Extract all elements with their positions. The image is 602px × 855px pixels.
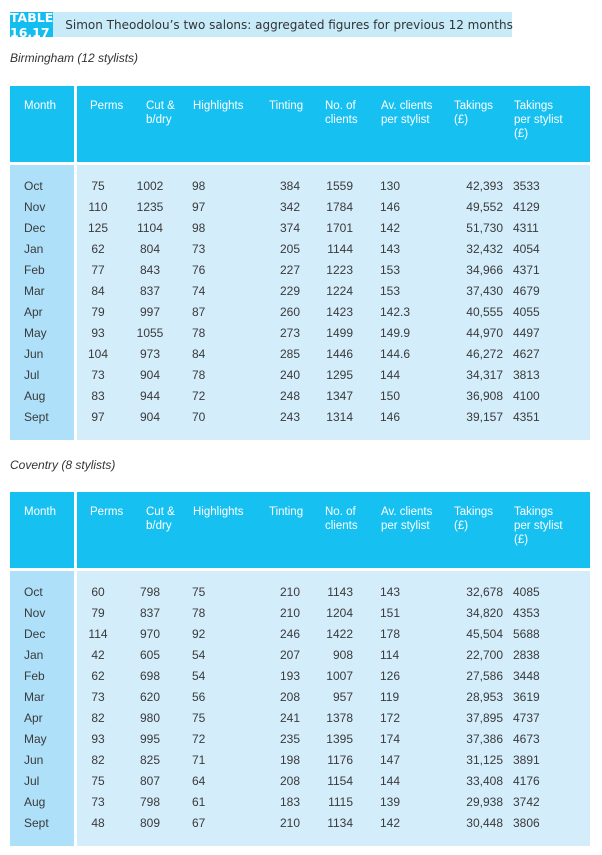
- column-header-highlights: Highlights: [193, 506, 244, 518]
- cell-no-of-clients: 1143: [327, 585, 353, 599]
- cell-perms: 82: [91, 711, 105, 725]
- birmingham-subtitle: Birmingham (12 stylists): [10, 51, 139, 65]
- table-row: [10, 624, 590, 645]
- cell-takings: 34,820: [466, 606, 503, 620]
- cell-takings-per-stylist: 4129: [513, 200, 540, 214]
- cell-av-clients-per-stylist: 142.3: [380, 305, 411, 319]
- cell-takings-per-stylist: 3891: [513, 753, 540, 767]
- cell-perms: 97: [91, 410, 105, 424]
- column-header-highlights: Highlights: [193, 100, 244, 112]
- cell-no-of-clients: 1176: [327, 753, 353, 767]
- table-row: [10, 302, 590, 323]
- cell-perms: 73: [91, 690, 105, 704]
- cell-highlights: 61: [192, 795, 206, 809]
- cell-month: Jan: [24, 648, 44, 662]
- table-caption-banner: [10, 9, 513, 40]
- cell-av-clients-per-stylist: 139: [380, 795, 401, 809]
- cell-av-clients-per-stylist: 150: [380, 389, 401, 403]
- cell-highlights: 54: [192, 648, 206, 662]
- cell-month: Jul: [24, 368, 40, 382]
- cell-tinting: 210: [279, 585, 300, 599]
- cell-perms: 77: [91, 263, 105, 277]
- cell-av-clients-per-stylist: 143: [380, 242, 401, 256]
- cell-tinting: 208: [279, 774, 300, 788]
- cell-highlights: 72: [192, 732, 206, 746]
- cell-av-clients-per-stylist: 144.6: [380, 347, 411, 361]
- cell-no-of-clients: 1154: [327, 774, 353, 788]
- cell-highlights: 84: [192, 347, 206, 361]
- cell-month: Nov: [24, 606, 46, 620]
- cell-cut-blowdry: 620: [139, 690, 161, 704]
- cell-month: Nov: [24, 200, 46, 214]
- cell-takings-per-stylist: 4627: [513, 347, 540, 361]
- cell-tinting: 207: [279, 648, 300, 662]
- cell-takings: 36,908: [466, 389, 503, 403]
- cell-month: Apr: [24, 711, 43, 725]
- cell-tinting: 273: [279, 326, 300, 340]
- cell-takings: 28,953: [466, 690, 503, 704]
- cell-month: Sept: [24, 410, 49, 424]
- cell-highlights: 78: [192, 326, 206, 340]
- table-row: [10, 729, 590, 750]
- cell-highlights: 71: [192, 753, 206, 767]
- cell-highlights: 97: [192, 200, 206, 214]
- cell-no-of-clients: 1134: [327, 816, 353, 830]
- cell-av-clients-per-stylist: 142: [380, 221, 401, 235]
- cell-highlights: 73: [192, 242, 206, 256]
- cell-no-of-clients: 1423: [326, 305, 353, 319]
- cell-cut-blowdry: 798: [139, 795, 161, 809]
- table-row: [10, 323, 590, 344]
- cell-perms: 42: [91, 648, 105, 662]
- cell-perms: 62: [91, 242, 105, 256]
- cell-month: Feb: [24, 263, 45, 277]
- cell-month: Aug: [24, 389, 46, 403]
- cell-cut-blowdry: 798: [139, 585, 161, 599]
- cell-takings-per-stylist: 2838: [513, 648, 540, 662]
- cell-perms: 104: [87, 347, 109, 361]
- cell-highlights: 64: [192, 774, 206, 788]
- cell-highlights: 78: [192, 606, 206, 620]
- table-row: [10, 260, 590, 281]
- column-header-perms: Perms: [90, 506, 124, 518]
- cell-cut-blowdry: 605: [139, 648, 161, 662]
- table-body: [10, 165, 590, 440]
- cell-tinting: 208: [279, 690, 300, 704]
- table-row: [10, 176, 590, 197]
- cell-takings: 33,408: [466, 774, 503, 788]
- cell-tinting: 248: [279, 389, 300, 403]
- cell-takings-per-stylist: 4679: [513, 284, 540, 298]
- table-row: [10, 645, 590, 666]
- cell-no-of-clients: 1223: [326, 263, 353, 277]
- cell-takings: 30,448: [466, 816, 503, 830]
- cell-tinting: 229: [279, 284, 300, 298]
- cell-month: Feb: [24, 669, 45, 683]
- cell-tinting: 210: [279, 816, 300, 830]
- cell-av-clients-per-stylist: 119: [380, 690, 400, 704]
- cell-takings: 32,432: [466, 242, 503, 256]
- table-row: [10, 365, 590, 386]
- cell-no-of-clients: 1295: [326, 368, 353, 382]
- cell-av-clients-per-stylist: 130: [380, 179, 401, 193]
- cell-cut-blowdry: 980: [139, 711, 161, 725]
- cell-no-of-clients: 1395: [326, 732, 353, 746]
- column-header-takings: Takings (£): [454, 100, 493, 126]
- cell-av-clients-per-stylist: 153: [380, 284, 401, 298]
- cell-cut-blowdry: 825: [139, 753, 161, 767]
- cell-highlights: 78: [192, 368, 206, 382]
- cell-takings: 39,157: [466, 410, 503, 424]
- coventry-table: [10, 492, 590, 846]
- cell-no-of-clients: 1314: [326, 410, 353, 424]
- cell-cut-blowdry: 698: [139, 669, 161, 683]
- table-row: [10, 281, 590, 302]
- coventry-subtitle: Coventry (8 stylists): [10, 458, 116, 472]
- table-row: [10, 792, 590, 813]
- cell-takings-per-stylist: 3806: [513, 816, 540, 830]
- cell-perms: 82: [91, 753, 105, 767]
- table-number-label: TABLE 16.17: [10, 9, 54, 40]
- cell-av-clients-per-stylist: 146: [380, 200, 401, 214]
- cell-takings: 37,430: [466, 284, 503, 298]
- cell-takings: 34,966: [466, 263, 503, 277]
- cell-perms: 84: [91, 284, 105, 298]
- cell-month: May: [24, 326, 47, 340]
- cell-month: Sept: [24, 816, 49, 830]
- cell-av-clients-per-stylist: 149.9: [380, 326, 411, 340]
- cell-tinting: 240: [279, 368, 300, 382]
- cell-cut-blowdry: 944: [139, 389, 161, 403]
- cell-month: Aug: [24, 795, 46, 809]
- cell-month: Oct: [24, 179, 43, 193]
- cell-month: Jan: [24, 242, 44, 256]
- cell-cut-blowdry: 1002: [136, 179, 164, 193]
- cell-highlights: 56: [192, 690, 206, 704]
- cell-takings: 46,272: [466, 347, 503, 361]
- cell-no-of-clients: 1499: [326, 326, 353, 340]
- cell-tinting: 246: [279, 627, 300, 641]
- column-header-no-of-clients: No. of clients: [325, 100, 358, 126]
- cell-takings-per-stylist: 3533: [513, 179, 540, 193]
- cell-highlights: 54: [192, 669, 206, 683]
- cell-month: Dec: [24, 627, 46, 641]
- cell-month: Jul: [24, 774, 40, 788]
- cell-cut-blowdry: 1235: [136, 200, 164, 214]
- cell-tinting: 342: [279, 200, 300, 214]
- column-header-takings-per-stylist: Takings per stylist (£): [514, 100, 563, 140]
- cell-takings: 37,386: [466, 732, 503, 746]
- cell-no-of-clients: 1224: [326, 284, 353, 298]
- cell-perms: 62: [91, 669, 105, 683]
- cell-highlights: 98: [192, 179, 206, 193]
- cell-perms: 79: [91, 606, 105, 620]
- cell-av-clients-per-stylist: 144: [380, 368, 401, 382]
- cell-no-of-clients: 1422: [326, 627, 353, 641]
- cell-month: Dec: [24, 221, 46, 235]
- cell-av-clients-per-stylist: 172: [380, 711, 401, 725]
- cell-highlights: 70: [192, 410, 206, 424]
- cell-cut-blowdry: 807: [139, 774, 161, 788]
- cell-perms: 79: [91, 305, 105, 319]
- column-header-takings-per-stylist: Takings per stylist (£): [514, 506, 563, 546]
- cell-tinting: 227: [279, 263, 300, 277]
- cell-cut-blowdry: 995: [139, 732, 161, 746]
- table-row: [10, 197, 590, 218]
- cell-tinting: 241: [279, 711, 300, 725]
- cell-takings: 34,317: [466, 368, 503, 382]
- cell-cut-blowdry: 1104: [137, 221, 163, 235]
- birmingham-table: [10, 86, 590, 440]
- cell-tinting: 198: [279, 753, 300, 767]
- cell-no-of-clients: 1701: [326, 221, 353, 235]
- cell-no-of-clients: 1378: [326, 711, 353, 725]
- cell-av-clients-per-stylist: 126: [380, 669, 401, 683]
- cell-perms: 93: [91, 732, 105, 746]
- cell-takings-per-stylist: 4353: [513, 606, 540, 620]
- cell-no-of-clients: 1204: [326, 606, 353, 620]
- cell-takings: 40,555: [466, 305, 503, 319]
- cell-no-of-clients: 1559: [326, 179, 353, 193]
- column-header-av-clients-per-stylist: Av. clients per stylist: [381, 506, 433, 532]
- table-row: [10, 687, 590, 708]
- table-row: [10, 344, 590, 365]
- cell-takings-per-stylist: 4100: [513, 389, 540, 403]
- cell-perms: 114: [88, 627, 108, 641]
- cell-tinting: 260: [279, 305, 300, 319]
- cell-av-clients-per-stylist: 142: [380, 816, 401, 830]
- cell-tinting: 205: [279, 242, 300, 256]
- cell-highlights: 76: [192, 263, 206, 277]
- table-row: [10, 771, 590, 792]
- table-row: [10, 813, 590, 834]
- table-row: [10, 218, 590, 239]
- table-row: [10, 750, 590, 771]
- cell-takings-per-stylist: 4176: [513, 774, 540, 788]
- cell-highlights: 87: [192, 305, 206, 319]
- cell-highlights: 98: [192, 221, 206, 235]
- cell-takings: 22,700: [466, 648, 503, 662]
- table-row: [10, 239, 590, 260]
- cell-takings: 51,730: [466, 221, 503, 235]
- column-header-tinting: Tinting: [269, 100, 304, 112]
- cell-tinting: 243: [279, 410, 300, 424]
- cell-av-clients-per-stylist: 153: [380, 263, 401, 277]
- cell-month: Jun: [24, 347, 44, 361]
- table-row: [10, 666, 590, 687]
- cell-perms: 73: [91, 368, 105, 382]
- cell-takings: 29,938: [466, 795, 503, 809]
- cell-no-of-clients: 1007: [326, 669, 353, 683]
- cell-no-of-clients: 908: [332, 648, 353, 662]
- cell-highlights: 74: [192, 284, 206, 298]
- cell-cut-blowdry: 837: [139, 284, 161, 298]
- table-body: [10, 571, 590, 846]
- cell-perms: 125: [87, 221, 109, 235]
- cell-cut-blowdry: 904: [139, 368, 161, 382]
- cell-takings: 27,586: [466, 669, 503, 683]
- cell-perms: 75: [91, 179, 105, 193]
- cell-takings-per-stylist: 3619: [513, 690, 540, 704]
- cell-takings: 42,393: [466, 179, 503, 193]
- cell-av-clients-per-stylist: 178: [380, 627, 401, 641]
- cell-takings-per-stylist: 4085: [513, 585, 540, 599]
- cell-av-clients-per-stylist: 147: [380, 753, 401, 767]
- cell-cut-blowdry: 837: [139, 606, 161, 620]
- cell-av-clients-per-stylist: 174: [380, 732, 401, 746]
- column-header-cut-blowdry: Cut & b/dry: [146, 100, 175, 126]
- cell-av-clients-per-stylist: 114: [380, 648, 400, 662]
- cell-takings-per-stylist: 3813: [513, 368, 540, 382]
- cell-cut-blowdry: 997: [139, 305, 161, 319]
- cell-cut-blowdry: 904: [139, 410, 161, 424]
- cell-av-clients-per-stylist: 151: [380, 606, 401, 620]
- table-header-row: [10, 492, 590, 568]
- cell-takings-per-stylist: 3742: [513, 795, 540, 809]
- table-caption: Simon Theodolou’s two salons: aggregated figures for previous 12 months: [65, 17, 513, 32]
- cell-month: Mar: [24, 284, 45, 298]
- cell-takings-per-stylist: 3448: [513, 669, 540, 683]
- cell-perms: 110: [88, 200, 108, 214]
- cell-tinting: 285: [279, 347, 300, 361]
- table-row: [10, 582, 590, 603]
- cell-no-of-clients: 1115: [328, 795, 353, 809]
- cell-perms: 93: [91, 326, 105, 340]
- cell-takings-per-stylist: 5688: [513, 627, 540, 641]
- cell-av-clients-per-stylist: 146: [380, 410, 401, 424]
- table-row: [10, 708, 590, 729]
- cell-tinting: 183: [279, 795, 300, 809]
- cell-takings-per-stylist: 4054: [513, 242, 540, 256]
- column-header-takings: Takings (£): [454, 506, 493, 532]
- cell-cut-blowdry: 1055: [136, 326, 164, 340]
- cell-tinting: 210: [279, 606, 300, 620]
- cell-highlights: 75: [192, 585, 206, 599]
- cell-highlights: 67: [192, 816, 206, 830]
- cell-takings-per-stylist: 4737: [513, 711, 540, 725]
- cell-no-of-clients: 1446: [326, 347, 353, 361]
- cell-highlights: 72: [192, 389, 206, 403]
- cell-cut-blowdry: 973: [139, 347, 161, 361]
- cell-takings-per-stylist: 4311: [513, 221, 539, 235]
- cell-takings: 37,895: [466, 711, 503, 725]
- cell-takings: 45,504: [466, 627, 503, 641]
- cell-av-clients-per-stylist: 144: [380, 774, 401, 788]
- cell-takings: 32,678: [466, 585, 503, 599]
- cell-month: May: [24, 732, 47, 746]
- cell-takings: 31,125: [466, 753, 503, 767]
- column-header-month: Month: [24, 100, 56, 112]
- cell-takings: 44,970: [466, 326, 503, 340]
- cell-perms: 73: [91, 795, 105, 809]
- column-header-cut-blowdry: Cut & b/dry: [146, 506, 175, 532]
- cell-takings-per-stylist: 4351: [513, 410, 540, 424]
- cell-av-clients-per-stylist: 143: [380, 585, 401, 599]
- column-header-av-clients-per-stylist: Av. clients per stylist: [381, 100, 433, 126]
- cell-month: Mar: [24, 690, 45, 704]
- cell-no-of-clients: 1144: [327, 242, 353, 256]
- cell-highlights: 92: [192, 627, 206, 641]
- cell-no-of-clients: 1347: [326, 389, 353, 403]
- column-header-no-of-clients: No. of clients: [325, 506, 358, 532]
- cell-month: Oct: [24, 585, 43, 599]
- table-row: [10, 603, 590, 624]
- cell-no-of-clients: 957: [332, 690, 353, 704]
- cell-takings-per-stylist: 4673: [513, 732, 540, 746]
- cell-perms: 83: [91, 389, 105, 403]
- cell-cut-blowdry: 804: [139, 242, 161, 256]
- cell-takings: 49,552: [466, 200, 503, 214]
- table-header-row: [10, 86, 590, 162]
- cell-tinting: 193: [279, 669, 300, 683]
- cell-cut-blowdry: 970: [139, 627, 161, 641]
- column-header-tinting: Tinting: [269, 506, 304, 518]
- cell-month: Jun: [24, 753, 44, 767]
- cell-tinting: 384: [279, 179, 300, 193]
- cell-takings-per-stylist: 4371: [513, 263, 540, 277]
- cell-perms: 75: [91, 774, 105, 788]
- cell-tinting: 235: [279, 732, 300, 746]
- table-row: [10, 386, 590, 407]
- cell-highlights: 75: [192, 711, 206, 725]
- cell-cut-blowdry: 843: [139, 263, 161, 277]
- cell-month: Apr: [24, 305, 43, 319]
- cell-tinting: 374: [279, 221, 300, 235]
- cell-cut-blowdry: 809: [139, 816, 161, 830]
- cell-no-of-clients: 1784: [326, 200, 353, 214]
- header-month-bg: [10, 86, 74, 162]
- header-month-bg: [10, 492, 74, 568]
- cell-takings-per-stylist: 4497: [513, 326, 540, 340]
- cell-perms: 60: [91, 585, 105, 599]
- column-header-month: Month: [24, 506, 56, 518]
- cell-perms: 48: [91, 816, 105, 830]
- column-header-perms: Perms: [90, 100, 124, 112]
- cell-takings-per-stylist: 4055: [513, 305, 540, 319]
- table-row: [10, 407, 590, 428]
